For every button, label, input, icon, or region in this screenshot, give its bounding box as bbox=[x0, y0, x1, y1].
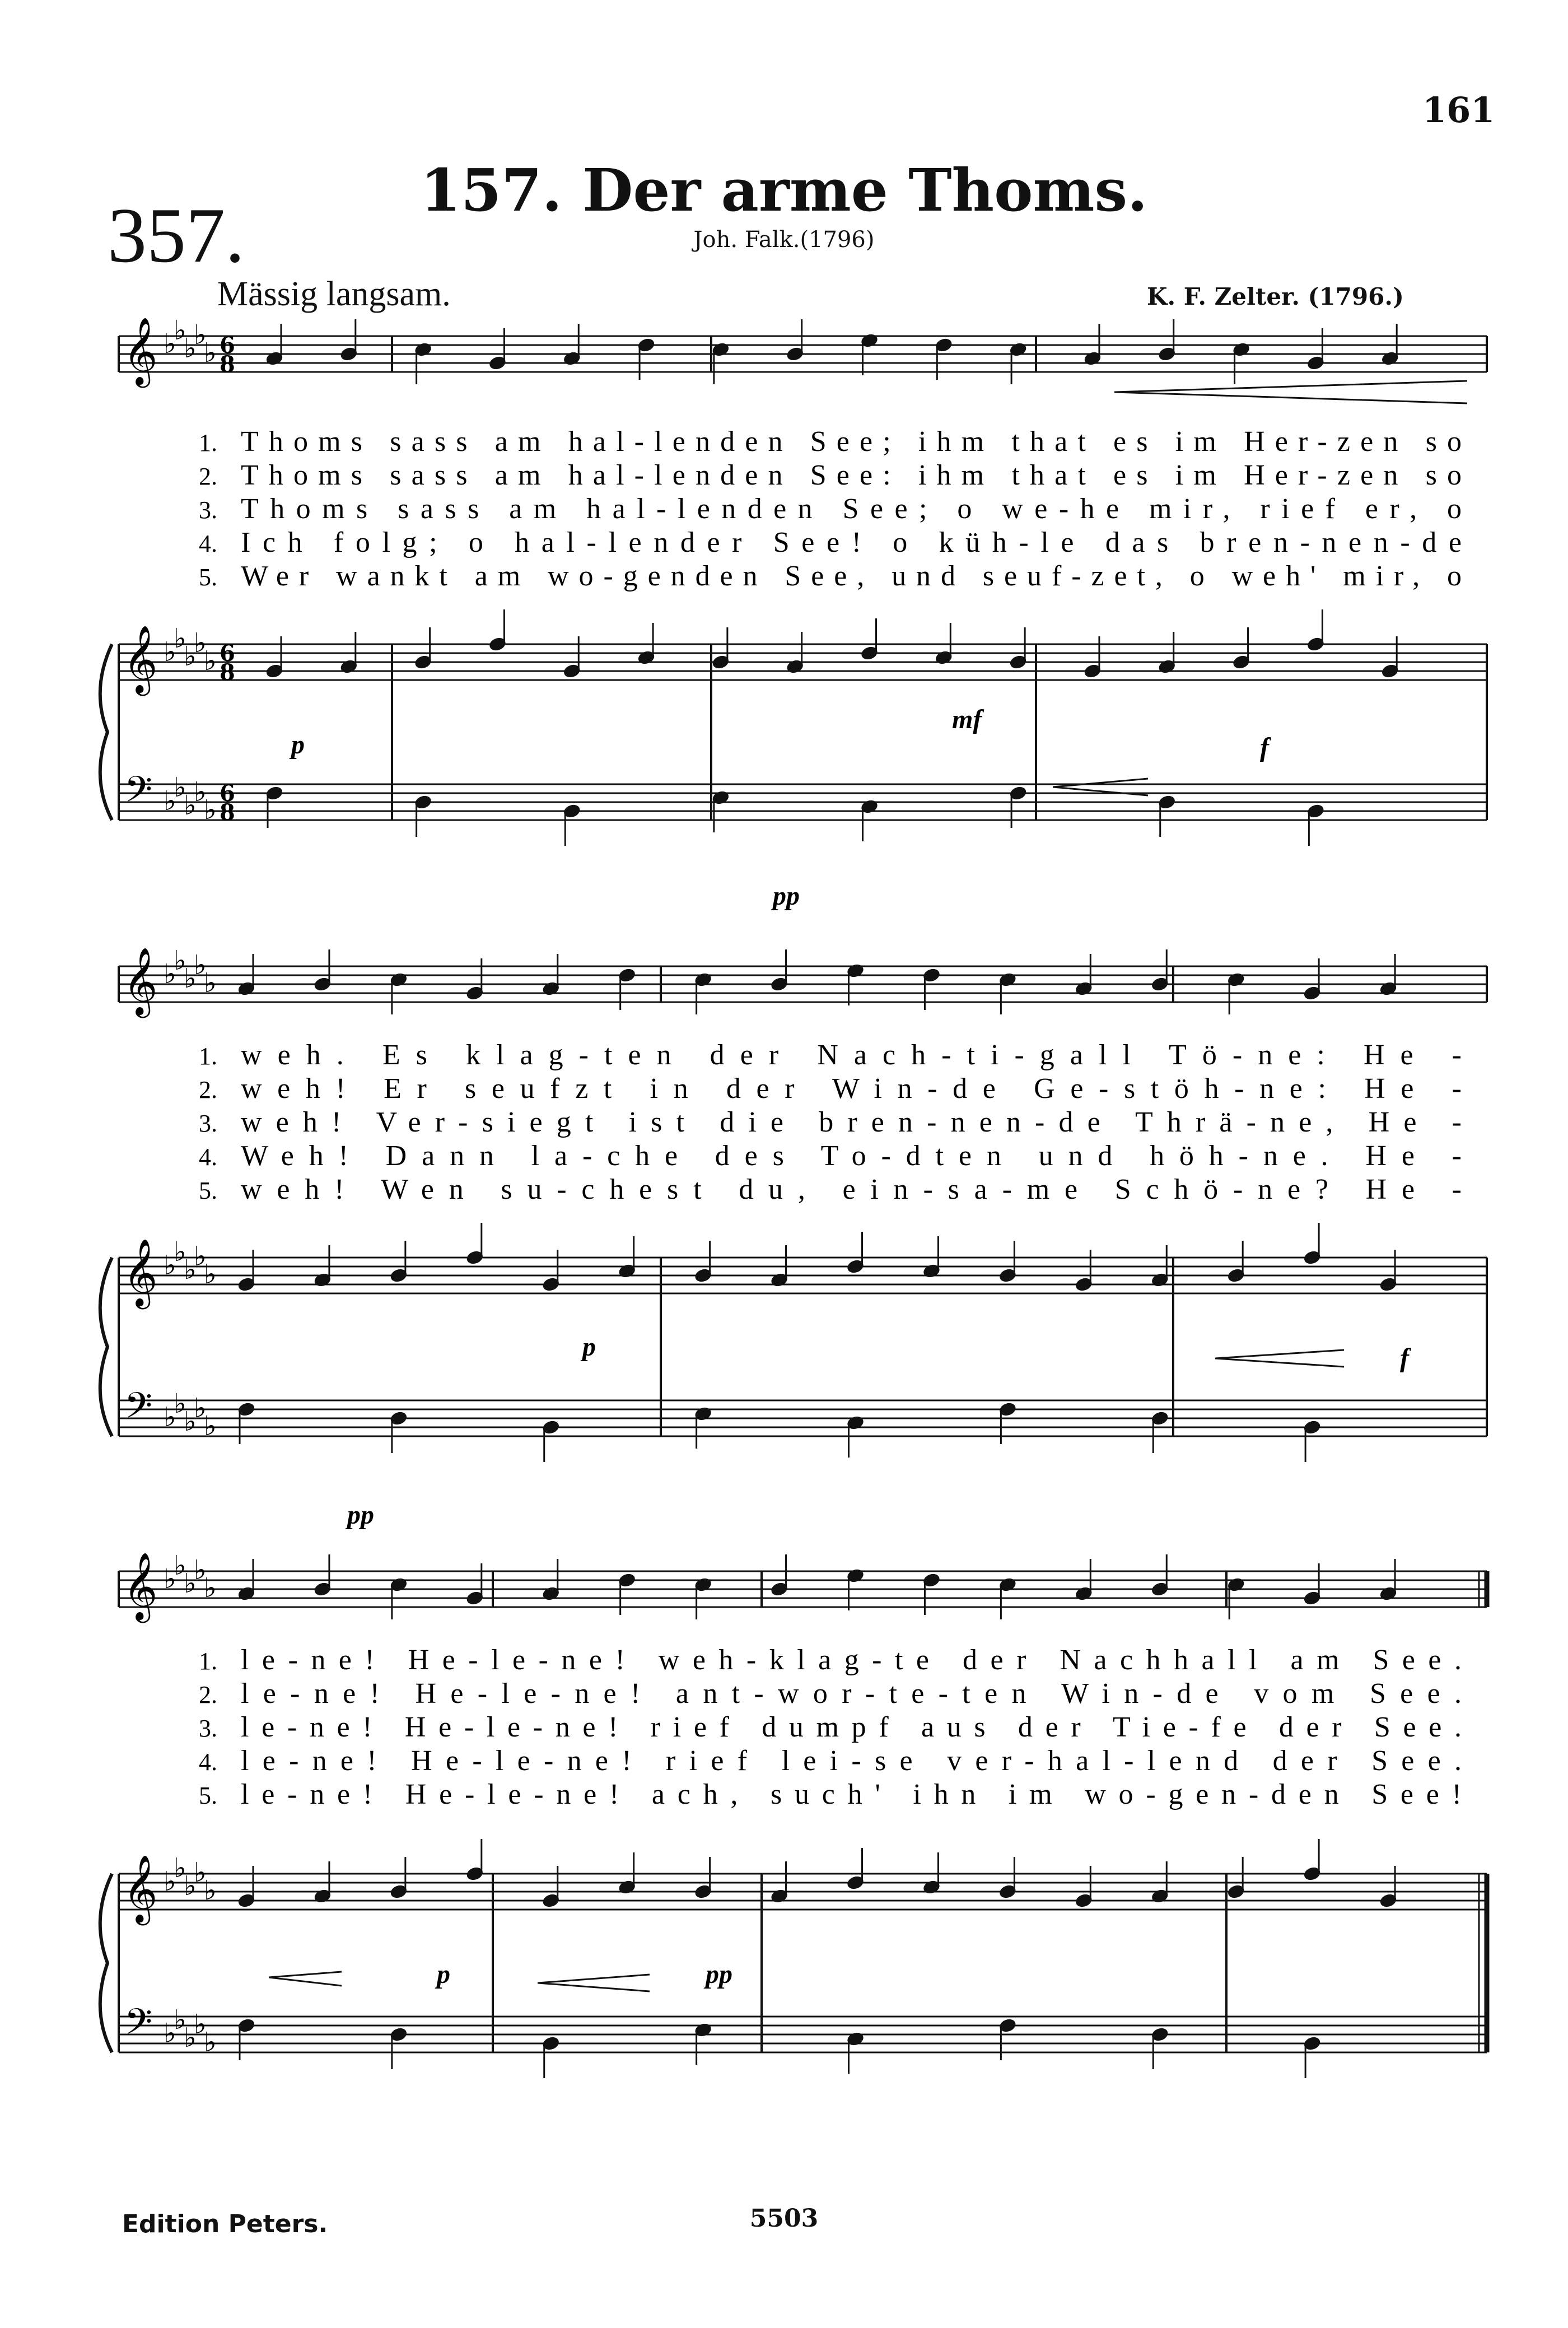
dynamic-marking: pp bbox=[773, 881, 800, 911]
song-title: 157. Der arme Thoms. bbox=[420, 156, 1148, 225]
flat-icon: ♭ bbox=[194, 627, 207, 659]
lyric-line: weh! Er seufzt in der Win-de Ge-stöh-ne: He - bbox=[241, 1073, 1462, 1105]
flat-icon: ♭ bbox=[184, 333, 197, 364]
flat-icon: ♭ bbox=[164, 328, 176, 360]
flat-icon: ♭ bbox=[174, 315, 186, 346]
time-signature-denominator: 8 bbox=[220, 351, 235, 378]
verse-number: 4. bbox=[199, 1143, 217, 1171]
verse-number: 5. bbox=[199, 1177, 217, 1204]
lyric-line: Thoms sass am hal-lenden See; o we-he mir, rief er, o bbox=[241, 493, 1462, 525]
lyric-line: Thoms sass am hal-lenden See: ihm that es im Her-zen so bbox=[241, 459, 1462, 491]
collection-number: 357. bbox=[108, 192, 245, 279]
time-signature-numerator: 6 bbox=[220, 640, 235, 667]
flat-icon: ♭ bbox=[164, 1250, 176, 1281]
lyric-line: le-ne! He-le-ne! ant-wor-te-ten Win-de vom See. bbox=[241, 1678, 1462, 1710]
treble-clef-icon: 𝄞 bbox=[123, 1854, 158, 1922]
time-signature-denominator: 8 bbox=[220, 799, 235, 826]
piano-brace-icon bbox=[100, 1874, 112, 2052]
flat-icon: ♭ bbox=[174, 623, 186, 654]
flat-icon: ♭ bbox=[184, 963, 197, 994]
time-signature-numerator: 6 bbox=[220, 332, 235, 358]
verse-number: 2. bbox=[199, 463, 217, 490]
flat-icon: ♭ bbox=[194, 1857, 207, 1888]
dynamic-marking: p bbox=[437, 1959, 450, 1989]
flat-icon: ♭ bbox=[194, 776, 207, 808]
publisher-imprint: Edition Peters. bbox=[122, 2210, 328, 2238]
flat-icon: ♭ bbox=[184, 1254, 197, 1286]
flat-icon: ♭ bbox=[174, 945, 186, 976]
time-signature-numerator: 6 bbox=[220, 780, 235, 807]
flat-icon: ♭ bbox=[204, 794, 217, 826]
poet-credit: Joh. Falk.(1796) bbox=[693, 227, 875, 253]
flat-icon: ♭ bbox=[164, 2018, 176, 2049]
verse-number: 5. bbox=[199, 1782, 217, 1809]
flat-icon: ♭ bbox=[204, 645, 217, 677]
flat-icon: ♭ bbox=[204, 967, 217, 999]
piano-brace-icon bbox=[100, 1258, 112, 1436]
flat-icon: ♭ bbox=[174, 1852, 186, 1884]
verse-number: 1. bbox=[199, 1042, 217, 1070]
flat-icon: ♭ bbox=[204, 1259, 217, 1290]
lyric-line: Wer wankt am wo-genden See, und seuf-zet, o weh' mir, o bbox=[241, 560, 1462, 592]
flat-icon: ♭ bbox=[164, 1402, 176, 1433]
lyric-line: le-ne! He-le-ne! rief dumpf aus der Tie-fe der See. bbox=[241, 1711, 1462, 1743]
flat-icon: ♭ bbox=[194, 1241, 207, 1272]
lyric-line: Weh! Dann la-che des To-dten und höh-ne. He - bbox=[241, 1140, 1462, 1172]
flat-icon: ♭ bbox=[184, 1870, 197, 1902]
dynamic-marking: pp bbox=[347, 1500, 374, 1530]
verse-number: 3. bbox=[199, 1110, 217, 1137]
treble-clef-icon: 𝄞 bbox=[123, 1238, 158, 1306]
verse-number: 4. bbox=[199, 530, 217, 557]
dynamic-marking: p bbox=[582, 1332, 596, 1362]
lyric-line: le-ne! He-le-ne! rief lei-se ver-hal-lend der See. bbox=[241, 1745, 1462, 1777]
flat-icon: ♭ bbox=[174, 1236, 186, 1268]
tempo-marking: Mässig langsam. bbox=[217, 275, 451, 313]
composer-credit: K. F. Zelter. (1796.) bbox=[1147, 283, 1404, 310]
treble-clef-icon: 𝄞 bbox=[123, 1552, 158, 1620]
dynamic-marking: pp bbox=[706, 1959, 732, 1989]
flat-icon: ♭ bbox=[164, 958, 176, 990]
verse-number: 2. bbox=[199, 1076, 217, 1104]
verse-number: 3. bbox=[199, 496, 217, 524]
flat-icon: ♭ bbox=[194, 1554, 207, 1586]
page-number: 161 bbox=[1422, 90, 1495, 131]
dynamic-marking: p bbox=[291, 730, 305, 760]
flat-icon: ♭ bbox=[204, 1572, 217, 1604]
flat-icon: ♭ bbox=[194, 319, 207, 351]
flat-icon: ♭ bbox=[164, 1563, 176, 1595]
verse-number: 2. bbox=[199, 1681, 217, 1708]
verse-number: 5. bbox=[199, 564, 217, 591]
lyric-line: Thoms sass am hal-lenden See; ihm that es im Her-zen so bbox=[241, 426, 1462, 458]
hairpin-crescendo bbox=[269, 1972, 342, 1986]
verse-number: 4. bbox=[199, 1748, 217, 1776]
flat-icon: ♭ bbox=[194, 2009, 207, 2040]
hairpin-crescendo bbox=[1114, 381, 1467, 403]
flat-icon: ♭ bbox=[164, 636, 176, 668]
flat-icon: ♭ bbox=[204, 337, 217, 369]
treble-clef-icon: 𝄞 bbox=[123, 625, 158, 693]
flat-icon: ♭ bbox=[184, 790, 197, 821]
flat-icon: ♭ bbox=[204, 1875, 217, 1906]
lyric-line: weh. Es klag-ten der Nach-ti-gall Tö-ne: He - bbox=[241, 1039, 1462, 1071]
flat-icon: ♭ bbox=[184, 2022, 197, 2054]
treble-clef-icon: 𝄞 bbox=[123, 947, 158, 1015]
lyric-line: weh! Ver-siegt ist die bren-nen-de Thrä-ne, He - bbox=[241, 1106, 1462, 1138]
piano-brace-icon bbox=[100, 644, 112, 820]
flat-icon: ♭ bbox=[184, 1406, 197, 1437]
bass-clef-icon: 𝄢 bbox=[124, 1385, 153, 1436]
dynamic-marking: f bbox=[1400, 1343, 1409, 1373]
flat-icon: ♭ bbox=[184, 1568, 197, 1599]
treble-clef-icon: 𝄞 bbox=[123, 316, 158, 385]
flat-icon: ♭ bbox=[204, 1410, 217, 1442]
plate-number: 5503 bbox=[749, 2204, 819, 2233]
verse-number: 3. bbox=[199, 1715, 217, 1742]
flat-icon: ♭ bbox=[174, 772, 186, 803]
hairpin-crescendo bbox=[538, 1975, 650, 1991]
verse-number: 1. bbox=[199, 429, 217, 457]
lyric-line: le-ne! He-le-ne! weh-klag-te der Nachhall am See. bbox=[241, 1644, 1462, 1676]
lyric-line: weh! Wen su-chest du, ein-sa-me Schö-ne? He - bbox=[241, 1174, 1462, 1205]
flat-icon: ♭ bbox=[164, 1866, 176, 1897]
flat-icon: ♭ bbox=[174, 1550, 186, 1581]
flat-icon: ♭ bbox=[184, 641, 197, 672]
bass-clef-icon: 𝄢 bbox=[124, 2001, 153, 2052]
verse-number: 1. bbox=[199, 1647, 217, 1675]
flat-icon: ♭ bbox=[204, 2027, 217, 2058]
time-signature-denominator: 8 bbox=[220, 659, 235, 686]
flat-icon: ♭ bbox=[194, 1393, 207, 1424]
lyric-line: le-ne! He-le-ne! ach, such' ihn im wo-gen-den See! bbox=[241, 1778, 1462, 1810]
flat-icon: ♭ bbox=[194, 949, 207, 981]
lyric-line: Ich folg; o hal-lender See! o küh-le das bren-nen-de bbox=[241, 527, 1462, 558]
dynamic-marking: mf bbox=[952, 705, 982, 734]
hairpin-crescendo bbox=[1215, 1350, 1344, 1367]
flat-icon: ♭ bbox=[174, 1388, 186, 1419]
dynamic-marking: f bbox=[1260, 733, 1269, 762]
bass-clef-icon: 𝄢 bbox=[124, 769, 153, 820]
flat-icon: ♭ bbox=[164, 785, 176, 817]
flat-icon: ♭ bbox=[174, 2004, 186, 2036]
